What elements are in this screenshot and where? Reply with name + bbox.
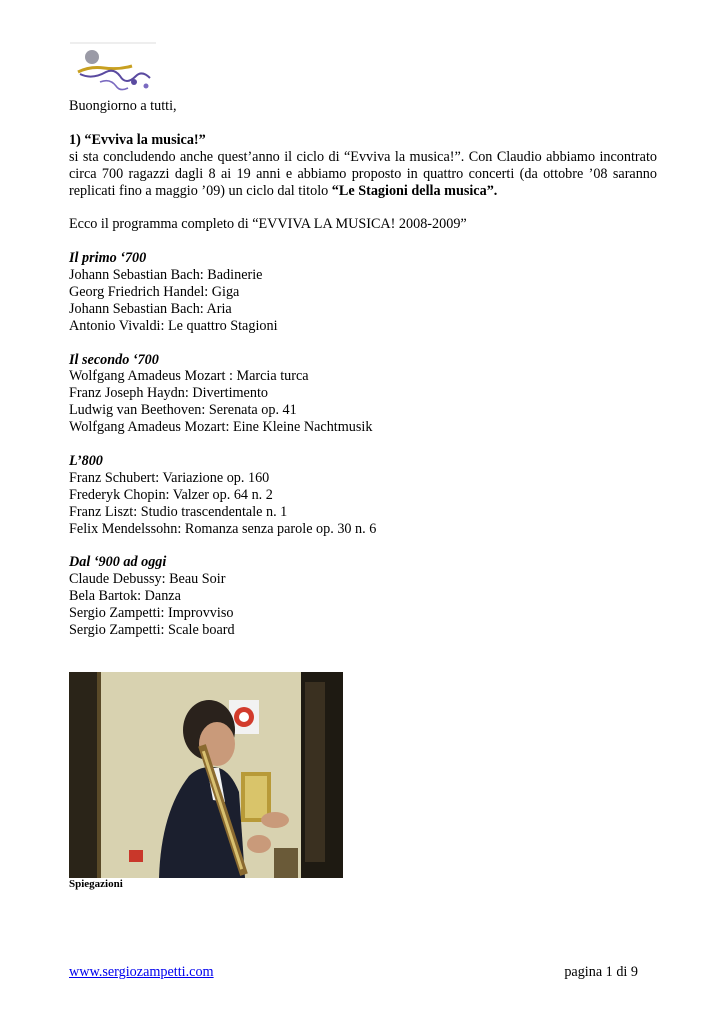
program-item: Franz Schubert: Variazione op. 160 (69, 469, 270, 486)
program-section-title: Dal ‘900 ad oggi (69, 554, 167, 571)
greeting: Buongiorno a tutti, (69, 98, 177, 114)
program-item: Felix Mendelssohn: Romanza senza parole op. 30 n. 6 (69, 520, 377, 537)
program-item: Frederyk Chopin: Valzer op. 64 n. 2 (69, 486, 273, 503)
program-section-title: Il secondo ‘700 (69, 351, 159, 368)
program-item: Franz Liszt: Studio trascendentale n. 1 (69, 503, 288, 520)
program-item: Sergio Zampetti: Scale board (69, 622, 235, 638)
logo-icon (70, 42, 160, 98)
program-section-title: Il primo ‘700 (69, 250, 147, 267)
document-body (69, 98, 657, 639)
program-item: Georg Friedrich Handel: Giga (69, 283, 240, 300)
program-section (69, 352, 657, 437)
program-section (69, 554, 657, 639)
program-item: Claude Debussy: Beau Soir (69, 571, 226, 588)
program-item: Wolfgang Amadeus Mozart: Eine Kleine Nachtmusik (69, 419, 373, 436)
section1-heading: 1) “Evviva la musica!” (69, 131, 206, 148)
program-section (69, 250, 657, 335)
photo-caption: Spiegazioni (69, 878, 123, 890)
program-intro: Ecco il programma completo di “EVVIVA LA MUSICA! 2008-2009” (69, 216, 467, 233)
page-number: pagina 1 di 9 (564, 964, 638, 980)
program-item: Ludwig van Beethoven: Serenata op. 41 (69, 402, 297, 419)
program-section (69, 453, 657, 538)
program-item: Johann Sebastian Bach: Aria (69, 300, 232, 317)
program-item: Antonio Vivaldi: Le quattro Stagioni (69, 317, 278, 334)
program-item: Franz Joseph Haydn: Divertimento (69, 385, 268, 402)
program-item: Johann Sebastian Bach: Badinerie (69, 267, 263, 284)
program-item: Sergio Zampetti: Improvviso (69, 605, 234, 622)
section1-body-text: si sta concludendo anche quest’anno il ciclo di “Evviva la musica!”. Con Claudio abbiamo incontrato circa 700 ragazzi dagli 8 ai 19 anni e abbiamo proposto in quattro concerti (da ottobre ’08 saranno replicati fino a maggio ’09) un ciclo dal titolo (69, 148, 657, 199)
program-section-title: L’800 (69, 452, 103, 469)
footer-website-link[interactable]: www.sergiozampetti.com (69, 964, 214, 980)
program-item: Bela Bartok: Danza (69, 588, 181, 605)
musician-photo (69, 672, 343, 878)
section1-body-bold: “Le Stagioni della musica”. (331, 182, 498, 199)
program-item: Wolfgang Amadeus Mozart : Marcia turca (69, 368, 309, 385)
section1-body (69, 149, 657, 200)
